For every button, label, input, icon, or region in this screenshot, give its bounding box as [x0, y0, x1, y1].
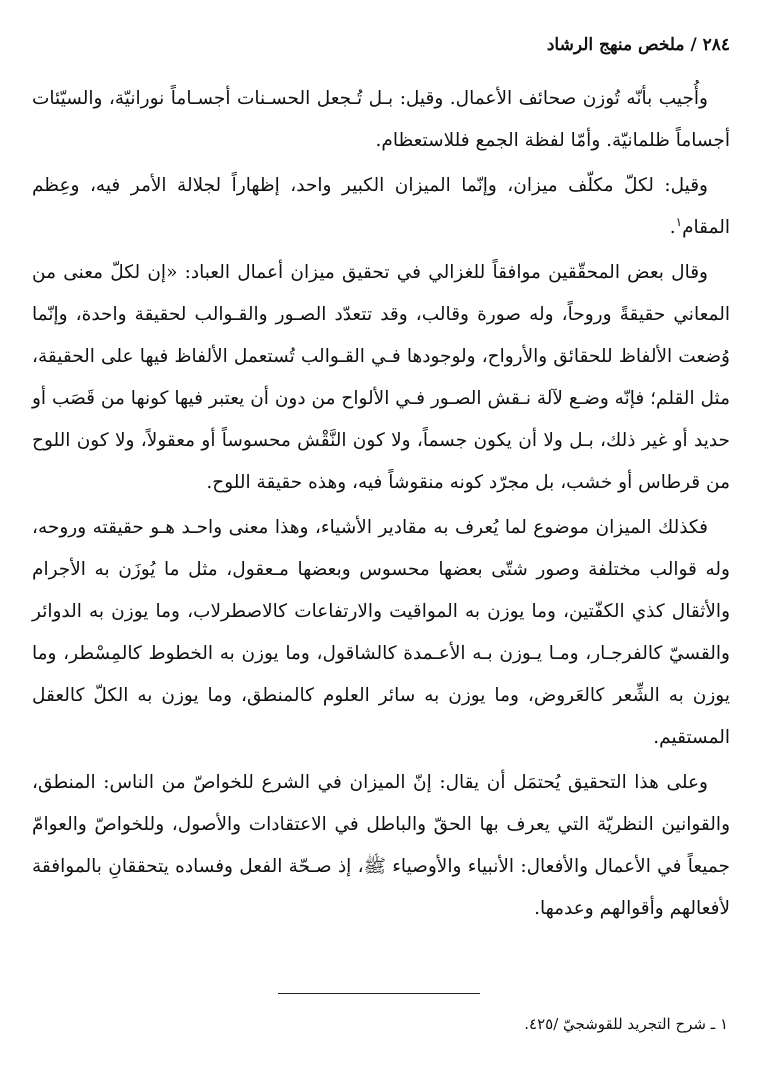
- footnote-divider: [278, 993, 480, 994]
- paragraph-2: وقيل: لكلّ مكلّف ميزان، وإنّما الميزان الكبير واحد، إظهاراً لجلالة الأمر فيه، وعِظم المقام$^١$.: [32, 175, 730, 238]
- running-header: [32, 32, 730, 58]
- paragraph-5: وعلى هذا التحقيق يُحتمَل أن يقال: إنّ الميزان في الشرع للخواصّ من الناس: المنطق، والقوانين النظريّة التي يعرف بها الحقّ والباطل في الاعتقادات والأصول، وللخواصّ والعوامّ جميعاً في الأعمال والأفعال: الأنبياء والأوصياء ﷺ، إذ صـحّة الفعل وفساده يتحققانِ بالموافقة لأفعالهم وأقوالهم وعدمها.: [32, 772, 730, 919]
- header-separator: /: [690, 35, 697, 55]
- footnote-marker: ١: [675, 214, 683, 229]
- paragraph-2-text: وقيل: لكلّ مكلّف ميزان، وإنّما الميزان الكبير واحد، إظهاراً لجلالة الأمر فيه، وعِظم المقام: [32, 175, 730, 238]
- paragraph-3: وقال بعض المحقّقين موافقاً للغزالي في تحقيق ميزان أعمال العباد: «إن لكلّ معنى من المعاني حقيقةً وروحاً، وله صورة وقالب، وقد تتعدّد الصـور والقـوالب لحقيقة واحدة، وإنّما وُضعت الألفاظ للحقائق والأرواح، ولوجودها فـي القـوالب تُستعمل الألفاظ فيها على الحقيقة، مثل القلم؛ فإنّه وضـع لآلة نـقش الصـور فـي الألواح من دون أن يعتبر فيها كونها من قَصَب أو حديد أو غير ذلك، بـل ولا أن يكون جسماً، ولا كون النَّقْش محسوساً أو معقولاً، ولا كون اللوح من قرطاس أو خشب، بل مجرّد كونه منقوشاً فيه، وهذه حقيقة اللوح.: [32, 262, 730, 493]
- paragraph-1: وأُجيب بأنّه تُوزن صحائف الأعمال. وقيل: بـل تُـجعل الحسـنات أجسـاماً نورانيّة، والسيّئات أجساماً ظلمانيّة. وأمّا لفظة الجمع فللاستعظام.: [32, 88, 730, 151]
- page-number: ٢٨٤: [702, 35, 730, 55]
- book-title: ملخص منهج الرشاد: [546, 35, 685, 55]
- main-text: [32, 78, 730, 933]
- footnote: ١ ـ شرح التجريد للقوشجيّ /٤٢٥.: [524, 1015, 728, 1033]
- paragraph-4: فكذلك الميزان موضوع لما يُعرف به مقادير الأشياء، وهذا معنى واحـد هـو حقيقته وروحه، وله قوالب مختلفة وصور شتّى بعضها محسوس وبعضها مـعقول، مثل ما يُوزَن به الأجرام والأثقال كذي الكفّتين، وما يوزن به المواقيت والارتفاعات كالاصطرلاب، وما يوزن به الدوائر والقسيّ كالفرجـار، ومـا يـوزن بـه الأعـمدة كالشاقول، وما يوزن به الخطوط كالمِسْطر، وما يوزن به الشِّعر كالعَروض، وما يوزن به سائر العلوم كالمنطق، وما يوزن به الكلّ كالعقل المستقيم.: [32, 517, 730, 748]
